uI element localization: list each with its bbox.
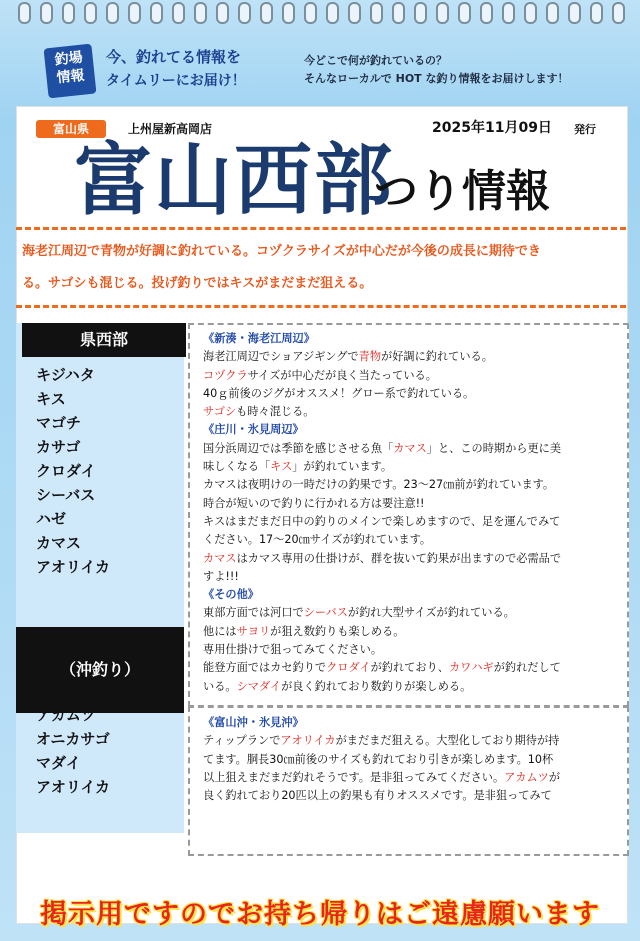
tagline-line-1: 今、釣れてる情報を xyxy=(106,48,242,66)
intro-text xyxy=(304,52,569,88)
prefecture-badge: 富山県 xyxy=(36,120,106,138)
report-line: 良く釣れており20匹以上の釣果も有りオススメです。是非狙ってみて xyxy=(203,789,552,803)
intro-line-1: 今どこで何が釣れているの？ xyxy=(304,54,447,67)
report-line: カマスは夜明けの一時だけの釣果です。23～27㎝前が釣れています。 xyxy=(203,478,555,492)
fish-item: キジハタ xyxy=(36,366,95,384)
binder-ring xyxy=(590,2,603,24)
binder-ring xyxy=(40,2,53,24)
fish-item: マゴチ xyxy=(36,414,82,432)
binder-ring xyxy=(612,2,625,24)
binder-ring xyxy=(546,2,559,24)
orange-divider-top xyxy=(16,227,626,230)
badge-line-1: 釣場 xyxy=(53,49,84,69)
fish-item: アオリイカ xyxy=(36,778,110,796)
report-line: 40ｇ前後のジグがオススメ！グロー系で釣れている。 xyxy=(203,386,475,400)
binder-ring xyxy=(524,2,537,24)
fish-item: オニカサゴ xyxy=(36,730,110,748)
fish-item: マダイ xyxy=(36,754,81,772)
fishing-info-badge xyxy=(44,44,97,99)
fish-item: カサゴ xyxy=(36,438,81,456)
page-title: 富山西部 xyxy=(74,136,395,226)
page-subtitle: つり情報 xyxy=(374,166,550,217)
binder-ring xyxy=(216,2,229,24)
report-line: ティップランでアオリイカがまだまだ狙える。大型化しており期待が持 xyxy=(203,734,560,748)
binder-ring xyxy=(480,2,493,24)
binder-ring xyxy=(304,2,317,24)
section-heading-shinminato: 《新湊・海老江周辺》 xyxy=(203,332,315,345)
report-line: カマスはカマス専用の仕掛けが、群を抜いて釣果が出ますので必需品で xyxy=(203,551,562,565)
report-body xyxy=(203,330,615,696)
section-heading-offshore: 《富山沖・氷見沖》 xyxy=(203,716,304,729)
tagline-line-2: タイムリーにお届け！ xyxy=(106,73,246,89)
intro-line-2: そんなローカルで HOT な釣り情報をお届けします！ xyxy=(304,72,569,85)
binder-ring xyxy=(84,2,97,24)
section-heading-shokawa-himi: 《庄川・氷見周辺》 xyxy=(203,423,304,437)
report-line: サゴシも時々混じる。 xyxy=(203,405,315,419)
binder-ring xyxy=(260,2,273,24)
fish-item: ハゼ xyxy=(36,510,67,528)
fish-item: シーバス xyxy=(36,486,96,504)
binder-ring xyxy=(436,2,449,24)
offshore-label: （沖釣り） xyxy=(16,627,184,713)
binder-ring xyxy=(150,2,163,24)
store-name: 上州屋新高岡店 xyxy=(128,122,213,136)
headline-line-2: る。サゴシも混じる。投げ釣りではキスがまだまだ狙える。 xyxy=(22,276,373,291)
report-line: 他にはサヨリが狙え数釣りも楽しめる。 xyxy=(203,624,405,638)
binder-ring xyxy=(62,2,75,24)
binder-ring xyxy=(238,2,251,24)
issue-label: 発行 xyxy=(574,123,596,136)
fish-item: アカムツ xyxy=(36,706,96,724)
binder-ring xyxy=(106,2,119,24)
binder-ring xyxy=(128,2,141,24)
binder-ring xyxy=(502,2,515,24)
report-line: コヅクラサイズが中心だが良く当たっている。 xyxy=(203,368,437,382)
fish-item: クロダイ xyxy=(36,462,96,480)
binder-ring xyxy=(392,2,405,24)
report-line: ください。17～20㎝サイズが釣れています。 xyxy=(203,533,432,547)
report-line: 国分浜周辺では季節を感じさせる魚「カマス」と、この時期から更に美 xyxy=(203,441,562,455)
report-line: キスはまだまだ日中の釣りのメインで楽しめますので、足を運んでみて xyxy=(203,514,561,528)
headline-line-1: 海老江周辺で青物が好調に釣れている。コヅクラサイズが中心だが今後の成長に期待でき xyxy=(22,244,541,259)
binder-ring xyxy=(458,2,471,24)
report-line: 海老江周辺でショアジギングで青物が好調に釣れている。 xyxy=(203,350,493,364)
west-region-label: 県西部 xyxy=(22,323,186,357)
section-heading-other: 《その他》 xyxy=(203,588,259,602)
report-line: すよ!!! xyxy=(203,569,239,583)
badge-line-2: 情報 xyxy=(55,67,86,87)
report-line: 東部方面では河口でシーバスが釣れ大型サイズが釣れている。 xyxy=(203,606,515,620)
report-line: 専用仕掛けで狙ってみてください。 xyxy=(203,643,383,657)
fish-item: アオリイカ xyxy=(36,558,110,576)
report-line: 以上狙えまだまだ釣れそうです。是非狙ってみてください。アカムツが xyxy=(203,770,561,784)
headline-summary xyxy=(22,236,622,300)
binder-ring xyxy=(348,2,361,24)
offshore-report-body xyxy=(203,714,615,805)
fish-item: キス xyxy=(36,390,66,408)
binder-rings xyxy=(0,0,640,24)
report-line: 時合が短いので釣りに行かれる方は要注意!! xyxy=(203,496,425,510)
binder-ring xyxy=(370,2,383,24)
orange-divider-bottom xyxy=(16,305,626,308)
tagline xyxy=(102,44,302,94)
fish-item: カマス xyxy=(36,534,82,552)
binder-ring xyxy=(326,2,339,24)
report-line: てます。胴長30㎝前後のサイズも釣れており引きが楽しめます。10杯 xyxy=(203,752,554,766)
binder-ring xyxy=(194,2,207,24)
issue-date: 2025年11月09日 xyxy=(432,120,552,136)
binder-ring xyxy=(568,2,581,24)
takeaway-notice: 掲示用ですのでお持ち帰りはご遠慮願います xyxy=(40,899,600,930)
binder-ring xyxy=(172,2,185,24)
binder-ring xyxy=(414,2,427,24)
report-line: 味しくなる「キス」が釣れています。 xyxy=(203,460,393,474)
report-line: 能登方面ではカセ釣りでクロダイが釣れており、カワハギが釣れだして xyxy=(203,661,561,675)
binder-ring xyxy=(282,2,295,24)
report-line: いる。シマダイが良く釣れており数釣りが楽しめる。 xyxy=(203,679,472,693)
binder-ring xyxy=(18,2,31,24)
